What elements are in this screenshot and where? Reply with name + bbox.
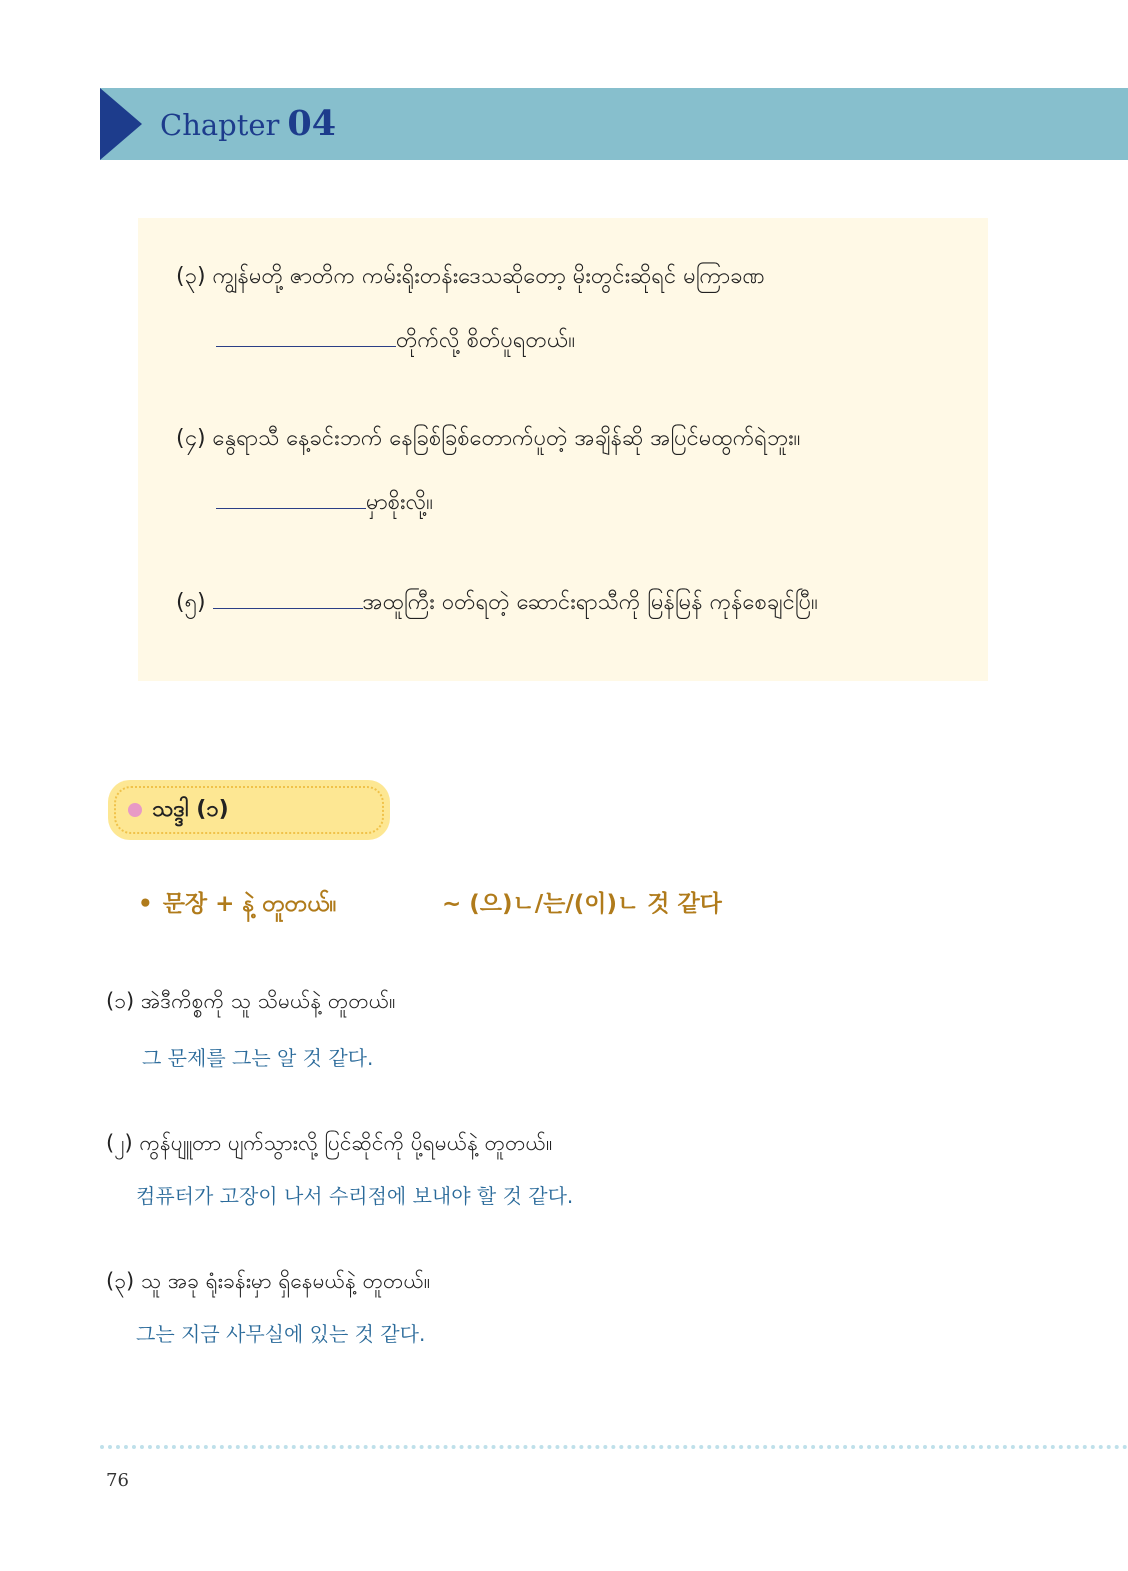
item-number: (၃) [176,264,206,289]
pattern-korean: ~ (으)ㄴ/는/(이)ㄴ 것 같다 [442,891,722,917]
exercise-item-4-continuation [216,484,433,520]
example-1-burmese: (၁) အဲဒီကိစ္စကို သူ သိမယ်နဲ့ တူတယ်။ [106,989,396,1013]
grammar-pattern [138,886,722,922]
item-number: (၅) [176,590,206,615]
bullet-dot-icon [128,803,142,817]
item-number: (၄) [176,426,206,451]
exercise-item-3-continuation [216,322,575,358]
item-text: မှာစိုးလို့။ [366,490,433,515]
answer-blank[interactable] [213,584,363,609]
chapter-title [160,100,336,148]
example-2-burmese: (၂) ကွန်ပျူတာ ပျက်သွားလို့ ပြင်ဆိုင်ကို ပို့ရမယ်နဲ့ တူတယ်။ [106,1131,553,1155]
item-text: ကျွန်မတို့ ဇာတိက ကမ်းရိုးတန်းဒေသဆိုတော့ မိုးတွင်းဆိုရင် မကြာခဏ [212,264,765,289]
example-3-burmese: (၃) သူ အခု ရုံးခန်းမှာ ရှိနေမယ်နဲ့ တူတယ်။ [106,1269,431,1293]
example-2-korean: 컴퓨터가 고장이 나서 수리점에 보내야 할 것 같다. [136,1184,574,1208]
item-text: တိုက်လို့ စိတ်ပူရတယ်။ [396,328,575,353]
chapter-number: 04 [287,103,337,144]
chapter-arrow-icon [100,88,142,160]
grammar-section-badge [108,780,390,840]
pattern-burmese: 문장 + နဲ့ တူတယ်။ [162,891,337,917]
item-text: အထူကြီး ဝတ်ရတဲ့ ဆောင်းရာသီကို မြန်မြန် ကုန်စေချင်ပြီ။ [362,590,818,615]
pattern-bullet: • [138,891,153,917]
item-text: နွေရာသီ နေ့ခင်းဘက် နေခြစ်ခြစ်တောက်ပူတဲ့ အချိန်ဆို အပြင်မထွက်ရဲဘူး။ [212,426,801,451]
exercise-item-5 [176,584,818,620]
chapter-word: Chapter [160,108,280,142]
answer-blank[interactable] [216,322,396,347]
section-label: သဒ္ဒါ (၁) [152,797,229,822]
example-1-korean: 그 문제를 그는 알 것 같다. [142,1046,374,1070]
exercise-item-3 [176,260,765,294]
page-number: 76 [106,1470,129,1491]
exercise-item-4 [176,422,800,456]
answer-blank[interactable] [216,484,366,509]
example-3-korean: 그는 지금 사무실에 있는 것 같다. [136,1322,426,1346]
footer-divider [100,1445,1128,1449]
